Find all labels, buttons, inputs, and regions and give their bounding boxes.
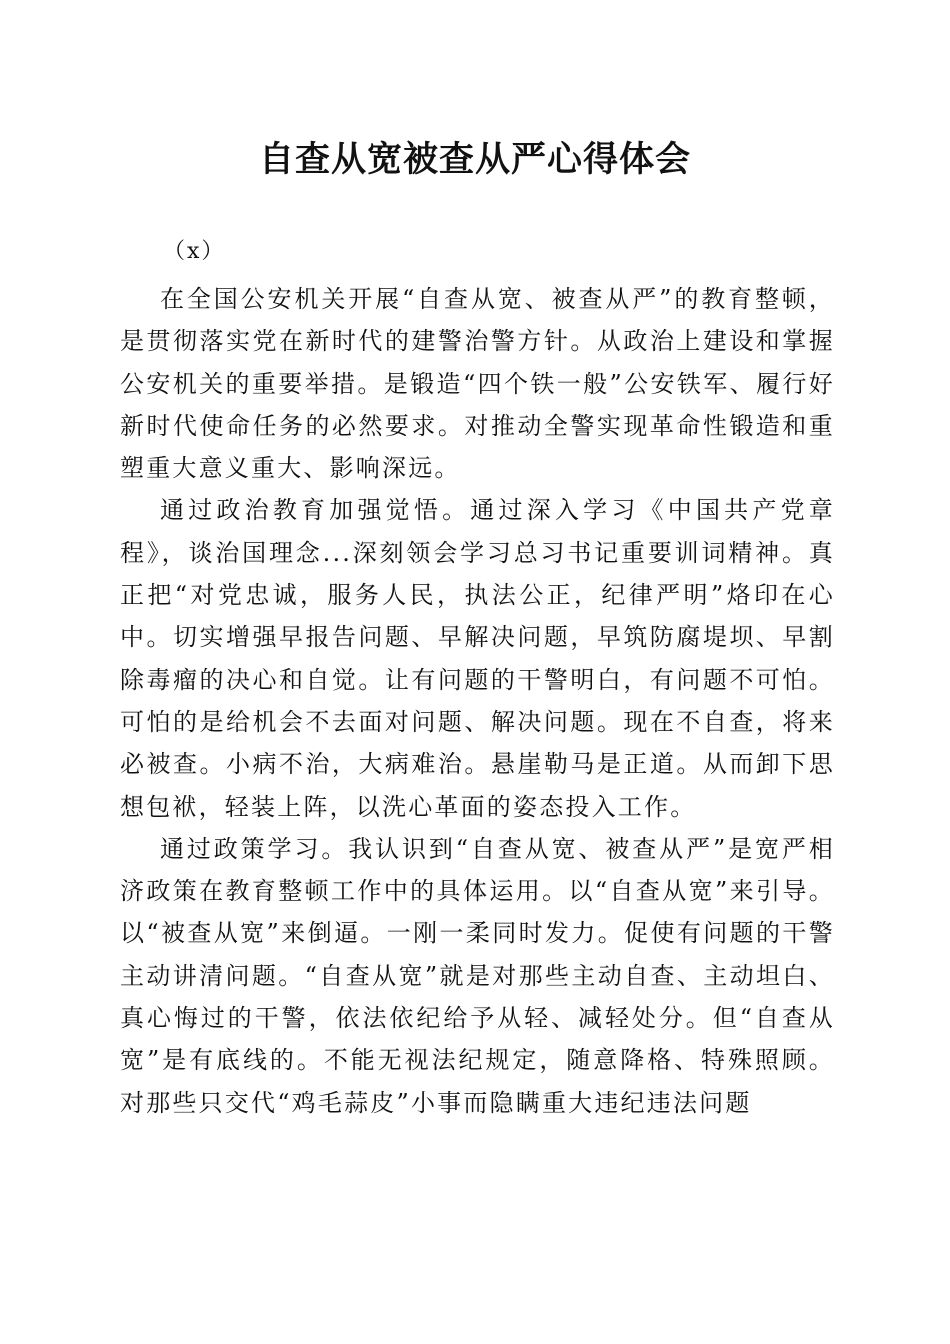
paragraph-political-education: 通过政治教育加强觉悟。通过深入学习《中国共产党章程》，谈治国理念...深刻领会学习总习书记重要训词精神。真正把“对党忠诚，服务人民，执法公正，纪律严明”烙印在心中。切实增强早报告问题、早解决问题，早筑防腐堤坝、早割除毒瘤的决心和自觉。让有问题的干警明白，有问题不可怕。可怕的是给机会不去面对问题、解决问题。现在不自查，将来必被查。小病不治，大病难治。悬崖勒马是正道。从而卸下思想包袱，轻装上阵，以洗心革面的姿态投入工作。 [120,496,835,821]
paragraph-policy-study: 通过政策学习。我认识到“自查从宽、被查从严”是宽严相济政策在教育整顿工作中的具体运用。以“自查从宽”来引导。以“被查从宽”来倒逼。一刚一柔同时发力。促使有问题的干警主动讲清问题。“自查从宽”就是对那些主动自查、主动坦白、真心悔过的干警，依法依纪给予从轻、减轻处分。但“自查从宽”是有底线的。不能无视法纪规定，随意降格、特殊照顾。对那些只交代“鸡毛蒜皮”小事而隐瞒重大违纪违法问题 [120,834,835,1117]
document-title: 自查从宽被查从严心得体会 [258,139,691,180]
paragraph-intro: 在全国公安机关开展“自查从宽、被查从严”的教育整顿，是贯彻落实党在新时代的建警治警方针。从政治上建设和掌握公安机关的重要举措。是锻造“四个铁一般”公安铁军、履行好新时代使命任务的必然要求。对推动全警实现革命性锻造和重塑重大意义重大、影响深远。 [120,285,835,483]
document-author: （x） [163,239,226,264]
document-body [120,278,835,1124]
